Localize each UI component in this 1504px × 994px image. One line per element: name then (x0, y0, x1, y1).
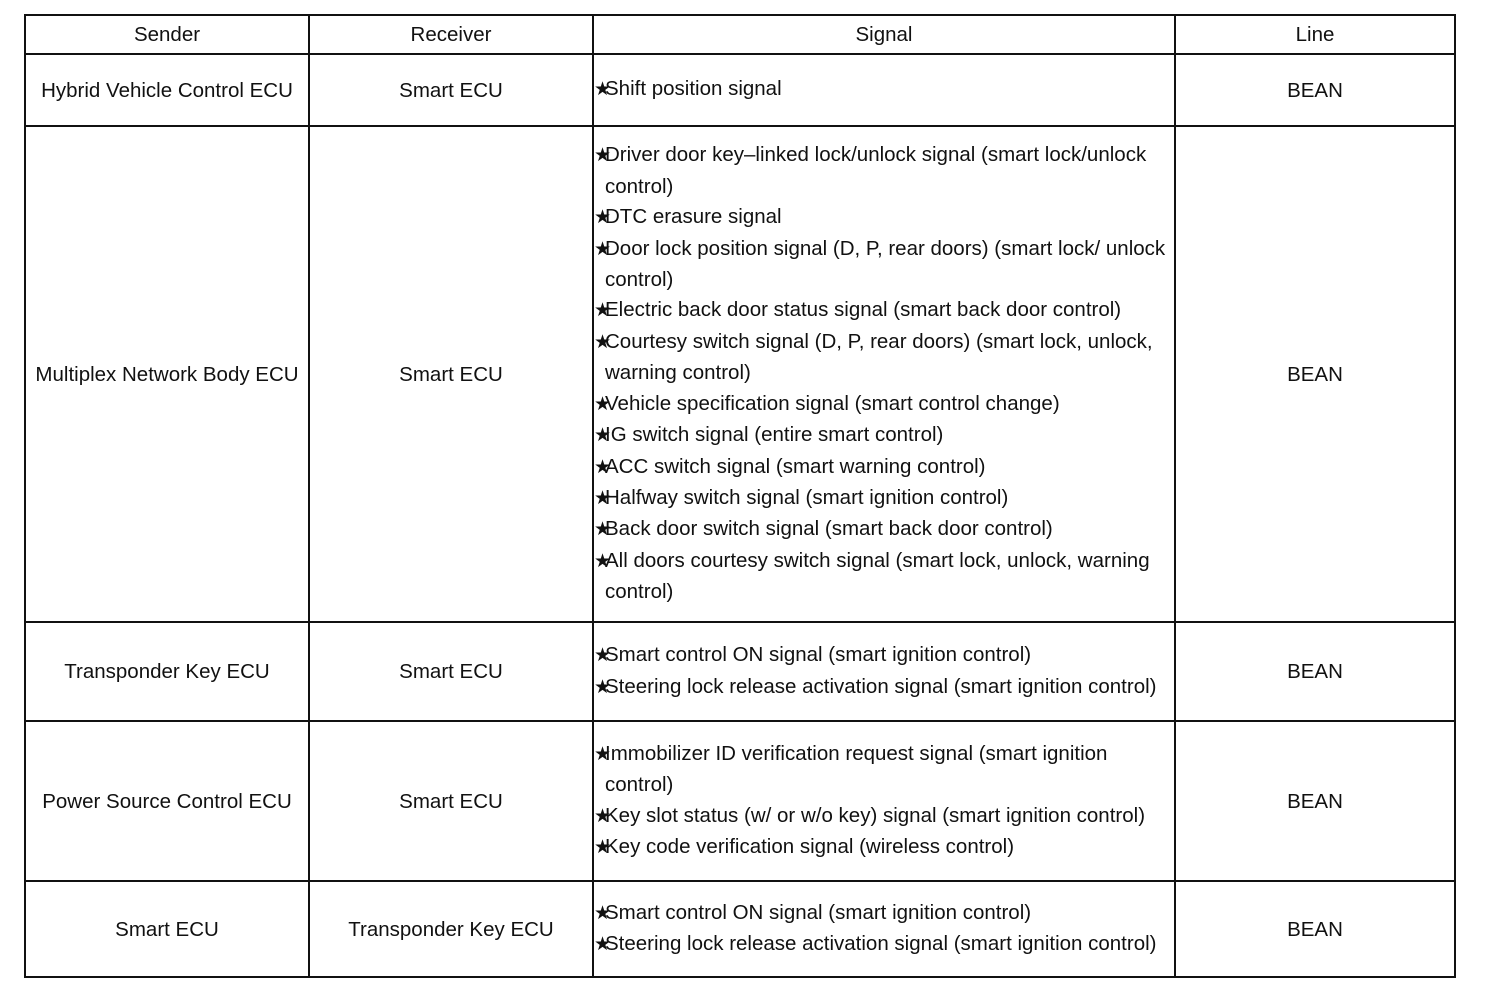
header-receiver: Receiver (309, 15, 593, 54)
header-line: Line (1175, 15, 1455, 54)
signal-text: Shift position signal (605, 77, 782, 101)
signal-item (594, 514, 1174, 545)
signal-text: Steering lock release activation signal (smart ignition control) (605, 674, 1157, 698)
signal-item (594, 202, 1174, 233)
signal-text: IG switch signal (entire smart control) (605, 423, 944, 447)
signal-item (594, 640, 1174, 671)
signal-text: Smart control ON signal (smart ignition control) (605, 643, 1032, 667)
star-bullet-icon: ★ (594, 487, 609, 509)
table-row (25, 622, 1455, 721)
signal-item (594, 672, 1174, 703)
signal-cell (593, 54, 1175, 126)
star-bullet-icon: ★ (594, 456, 609, 478)
sender-cell: Smart ECU (25, 881, 309, 977)
star-bullet-icon: ★ (594, 331, 609, 353)
signal-list (594, 898, 1174, 961)
receiver-cell: Smart ECU (309, 126, 593, 622)
signal-item (594, 483, 1174, 514)
signal-item (594, 546, 1174, 608)
star-bullet-icon: ★ (594, 425, 609, 447)
table-row (25, 54, 1455, 126)
signal-text: Back door switch signal (smart back door control) (605, 517, 1053, 541)
signal-item (594, 420, 1174, 451)
signal-list (594, 739, 1174, 864)
signal-cell (593, 622, 1175, 721)
signal-text: DTC erasure signal (605, 205, 782, 229)
star-bullet-icon: ★ (594, 393, 609, 415)
signal-text: ACC switch signal (smart warning control) (605, 454, 986, 478)
line-cell: BEAN (1175, 126, 1455, 622)
signal-text: Key slot status (w/ or w/o key) signal (smart ignition control) (605, 803, 1146, 827)
signal-table (24, 14, 1456, 978)
sender-cell: Power Source Control ECU (25, 721, 309, 881)
sender-cell: Hybrid Vehicle Control ECU (25, 54, 309, 126)
signal-item (594, 295, 1174, 326)
signal-list (594, 140, 1174, 607)
table-row (25, 721, 1455, 881)
star-bullet-icon: ★ (594, 238, 609, 260)
signal-item (594, 801, 1174, 832)
signal-item (594, 327, 1174, 389)
sender-cell: Multiplex Network Body ECU (25, 126, 309, 622)
receiver-cell: Transponder Key ECU (309, 881, 593, 977)
signal-cell (593, 721, 1175, 881)
signal-text: Smart control ON signal (smart ignition control) (605, 900, 1032, 924)
signal-list (594, 74, 1174, 105)
signal-cell (593, 881, 1175, 977)
line-cell: BEAN (1175, 622, 1455, 721)
star-bullet-icon: ★ (594, 79, 609, 101)
line-cell: BEAN (1175, 721, 1455, 881)
star-bullet-icon: ★ (594, 836, 609, 858)
line-cell: BEAN (1175, 881, 1455, 977)
signal-text: Door lock position signal (D, P, rear doors) (smart lock/ unlock control) (605, 236, 1166, 292)
signal-item (594, 234, 1174, 296)
line-cell: BEAN (1175, 54, 1455, 126)
table-row (25, 881, 1455, 977)
signal-text: Electric back door status signal (smart back door control) (605, 298, 1122, 322)
star-bullet-icon: ★ (594, 300, 609, 322)
receiver-cell: Smart ECU (309, 54, 593, 126)
signal-item (594, 452, 1174, 483)
receiver-cell: Smart ECU (309, 622, 593, 721)
signal-text: Steering lock release activation signal (smart ignition control) (605, 932, 1157, 955)
signal-text: Key code verification signal (wireless control) (605, 834, 1015, 858)
table-header-row (25, 15, 1455, 54)
signal-item (594, 389, 1174, 420)
signal-list (594, 640, 1174, 703)
signal-item (594, 898, 1174, 929)
signal-text: Immobilizer ID verification request signal (smart ignition control) (605, 741, 1108, 797)
receiver-cell: Smart ECU (309, 721, 593, 881)
signal-item (594, 140, 1174, 202)
sender-cell: Transponder Key ECU (25, 622, 309, 721)
signal-text: Vehicle specification signal (smart control change) (605, 391, 1060, 415)
star-bullet-icon: ★ (594, 550, 609, 572)
header-signal: Signal (593, 15, 1175, 54)
signal-item (594, 74, 1174, 105)
star-bullet-icon: ★ (594, 519, 609, 541)
star-bullet-icon: ★ (594, 645, 609, 667)
star-bullet-icon: ★ (594, 676, 609, 698)
star-bullet-icon: ★ (594, 805, 609, 827)
star-bullet-icon: ★ (594, 934, 609, 955)
signal-text: Courtesy switch signal (D, P, rear doors) (smart lock, unlock, warning control) (605, 329, 1153, 385)
signal-item (594, 832, 1174, 863)
signal-text: All doors courtesy switch signal (smart lock, unlock, warning control) (605, 548, 1150, 604)
signal-item (594, 739, 1174, 801)
header-sender: Sender (25, 15, 309, 54)
signal-item (594, 929, 1174, 960)
signal-text: Driver door key–linked lock/unlock signal (smart lock/unlock control) (605, 143, 1147, 198)
star-bullet-icon: ★ (594, 743, 609, 765)
star-bullet-icon: ★ (594, 145, 609, 167)
table-row (25, 126, 1455, 622)
signal-text: Halfway switch signal (smart ignition control) (605, 485, 1009, 509)
signal-cell (593, 126, 1175, 622)
star-bullet-icon: ★ (594, 902, 609, 924)
star-bullet-icon: ★ (594, 207, 609, 229)
